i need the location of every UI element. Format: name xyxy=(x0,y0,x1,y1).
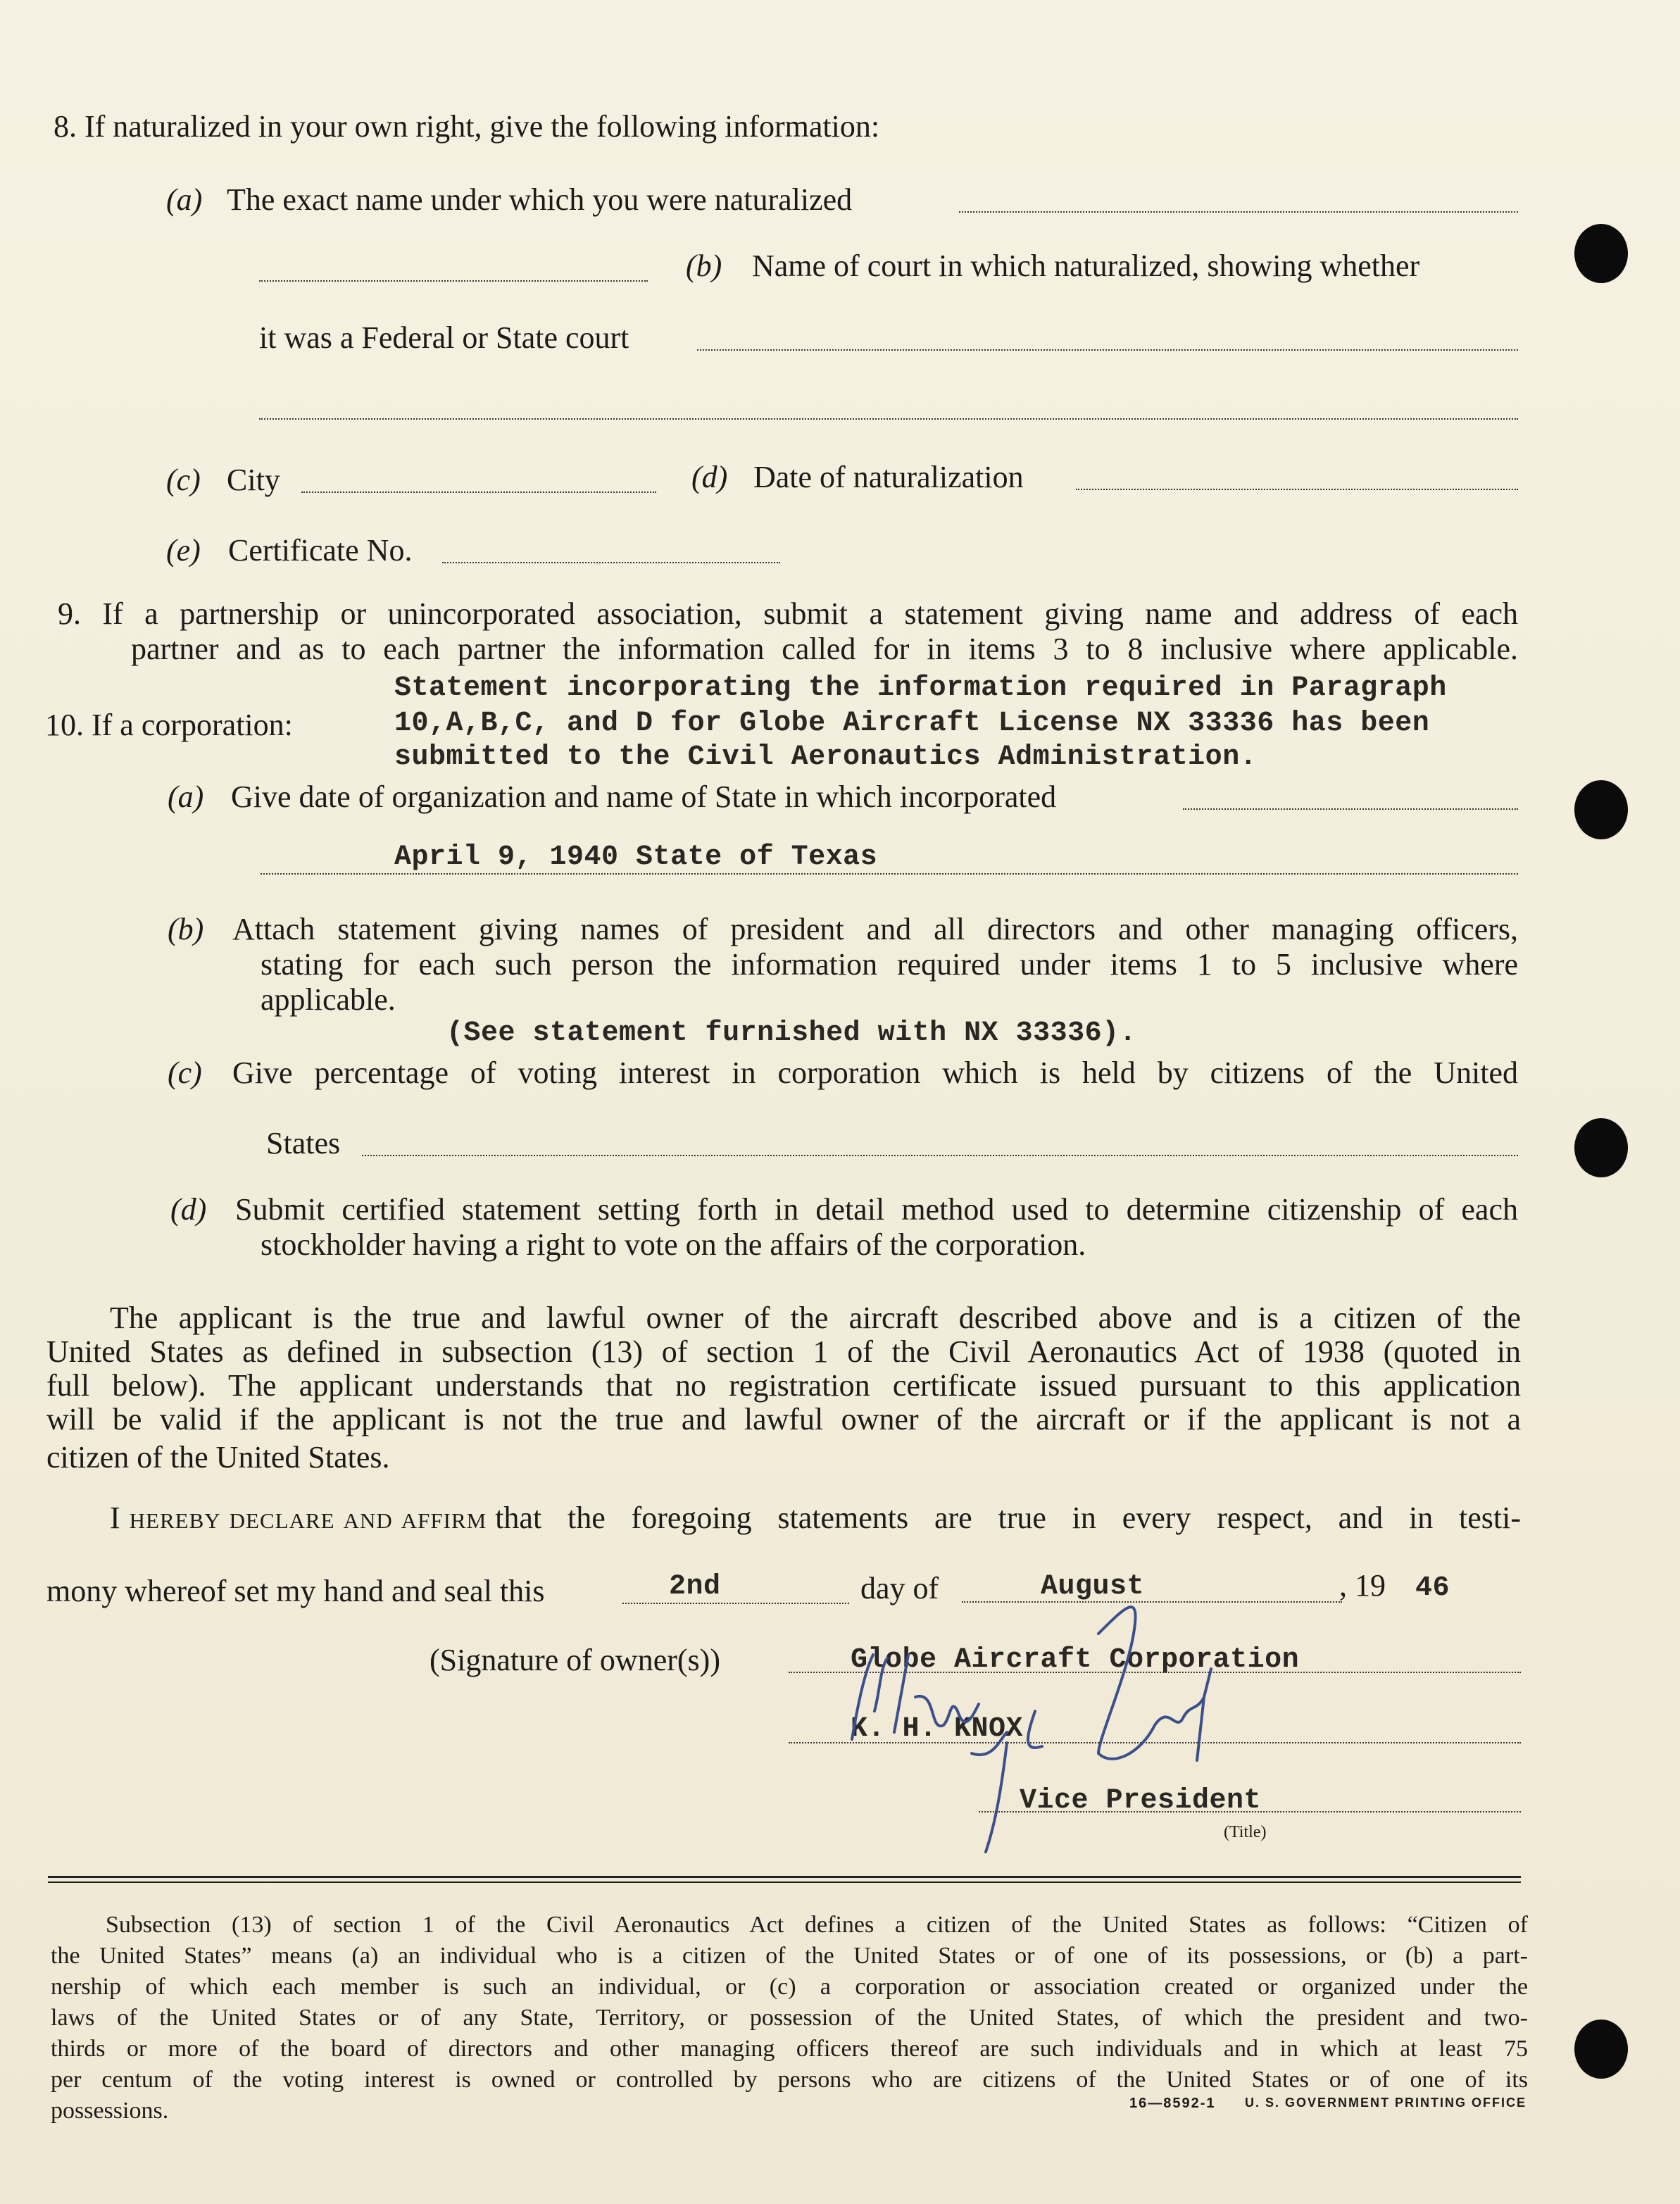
court-field-cont[interactable] xyxy=(259,418,1518,420)
year-prefix: , 19 xyxy=(1339,1568,1386,1603)
footnote-line: possessions. xyxy=(51,2098,169,2124)
day-value: 2nd xyxy=(669,1571,721,1603)
item10-a-text: Give date of organization and name of State in which incorporated xyxy=(231,779,1057,814)
month-value: August xyxy=(1041,1571,1145,1603)
title-label: (Title) xyxy=(1224,1823,1267,1841)
day-field[interactable] xyxy=(622,1603,849,1604)
affirmation-line: citizen of the United States. xyxy=(46,1440,390,1474)
signature-label: (Signature of owner(s)) xyxy=(430,1643,720,1677)
punch-hole xyxy=(1574,1118,1628,1177)
affirmation-line: will be valid if the applicant is not the true and lawful owner of the aircraft or if the applicant is not a xyxy=(46,1402,1521,1436)
item10-heading: 10. If a corporation: xyxy=(45,708,293,742)
item10-b-line: Attach statement giving names of president and all directors and other managing officers, xyxy=(232,912,1518,946)
title-value: Vice President xyxy=(1020,1785,1262,1817)
punch-hole xyxy=(1574,224,1628,283)
item8-b-cont: it was a Federal or State court xyxy=(259,320,629,355)
declaration-line xyxy=(110,1500,1521,1536)
item8-a-text: The exact name under which you were naturalized xyxy=(227,182,853,217)
naturalized-name-field-cont[interactable] xyxy=(259,280,648,282)
footnote-line: the United States” means (a) an individual who is a citizen of the United States or of one of its possessions, or (b) a part- xyxy=(51,1943,1528,1969)
item8-d-text: Date of naturalization xyxy=(753,460,1024,494)
incorporation-value: April 9, 1940 State of Texas xyxy=(394,841,878,873)
declaration-rest: that the foregoing statements are true in every respect, and in testi- xyxy=(495,1501,1521,1535)
item8-a-label: (a) xyxy=(166,182,203,217)
item8-b-text: Name of court in which naturalized, showing whether xyxy=(752,249,1420,283)
item8-e-text: Certificate No. xyxy=(228,533,413,568)
affirmation-line: The applicant is the true and lawful owner of the aircraft described above and is a citizen of the xyxy=(110,1301,1521,1335)
item10-d-line: Submit certified statement setting forth in detail method used to determine citizenship of each xyxy=(235,1192,1518,1227)
divider xyxy=(48,1876,1521,1878)
certificate-number-field[interactable] xyxy=(442,562,780,563)
typed-statement-line: 10,A,B,C, and D for Globe Aircraft License NX 33336 has been xyxy=(394,708,1430,739)
year-value: 46 xyxy=(1415,1572,1450,1604)
footnote-line: laws of the United States or of any State, Territory, or possession of the United States, of which the president and two- xyxy=(51,2005,1528,2031)
item10-b-line: applicable. xyxy=(261,982,396,1017)
item8-b-label: (b) xyxy=(686,249,722,283)
affirmation-line: full below). The applicant understands that no registration certificate issued pursuant to this application xyxy=(46,1368,1521,1403)
voting-percentage-field[interactable] xyxy=(362,1155,1518,1156)
item9-line: partner and as to each partner the information called for in items 3 to 8 inclusive where applicable. xyxy=(131,632,1518,666)
item10-a-label: (a) xyxy=(168,779,204,814)
punch-hole xyxy=(1574,780,1628,839)
item8-heading: 8. If naturalized in your own right, give the following information: xyxy=(54,109,880,144)
city-field[interactable] xyxy=(301,491,656,493)
item10-c-label: (c) xyxy=(168,1056,202,1090)
divider xyxy=(48,1881,1521,1883)
footnote-line: nership of which each member is such an individual, or (c) a corporation or association created or organized under the xyxy=(51,1974,1528,2000)
incorporation-field[interactable] xyxy=(1183,808,1518,810)
item8-d-label: (d) xyxy=(691,460,728,494)
item10-d-label: (d) xyxy=(170,1192,207,1227)
form-number: 16—8592-1 xyxy=(1129,2096,1216,2111)
item8-c-label: (c) xyxy=(166,463,201,497)
item10-c-text: Give percentage of voting interest in corporation which is held by citizens of the United xyxy=(232,1056,1518,1090)
court-field[interactable] xyxy=(697,349,1518,351)
owner-name: Globe Aircraft Corporation xyxy=(851,1644,1300,1676)
handwritten-signature xyxy=(831,1591,1465,1859)
item10-d-line: stockholder having a right to vote on the affairs of the corporation. xyxy=(261,1227,1086,1262)
item8-c-text: City xyxy=(227,463,280,497)
naturalized-name-field[interactable] xyxy=(959,211,1518,213)
declaration-line2: mony whereof set my hand and seal this xyxy=(46,1574,545,1608)
printer-credit: U. S. GOVERNMENT PRINTING OFFICE xyxy=(1245,2096,1527,2110)
typed-statement-line: Statement incorporating the information required in Paragraph xyxy=(394,672,1447,704)
affirmation-line: United States as defined in subsection (13) of section 1 of the Civil Aeronautics Act of 1938 (quoted in xyxy=(46,1334,1521,1369)
declaration-lead: I hereby declare and affirm xyxy=(110,1501,487,1535)
punch-hole xyxy=(1574,2020,1628,2079)
footnote-line: thirds or more of the board of directors and other managing officers thereof are such individuals and in which at least 75 xyxy=(51,2036,1528,2062)
typed-statement-line: submitted to the Civil Aeronautics Administration. xyxy=(394,741,1258,773)
officers-statement-value: (See statement furnished with NX 33336). xyxy=(446,1018,1137,1049)
item10-b-line: stating for each such person the information required under items 1 to 5 inclusive where xyxy=(261,947,1518,982)
item9-line: 9. If a partnership or unincorporated association, submit a statement giving name and address of each xyxy=(58,596,1518,631)
footnote-line: per centum of the voting interest is owned or controlled by persons who are citizens of the United States or of one of its xyxy=(51,2067,1528,2093)
day-of-label: day of xyxy=(860,1571,939,1605)
item10-c-cont: States xyxy=(266,1126,341,1160)
signer-name: K. H. KNOX xyxy=(851,1713,1024,1745)
item8-e-label: (e) xyxy=(166,533,201,568)
footnote-line: Subsection (13) of section 1 of the Civil Aeronautics Act defines a citizen of the United States as follows: “Citizen of xyxy=(106,1912,1528,1938)
item10-b-label: (b) xyxy=(168,912,204,946)
naturalization-date-field[interactable] xyxy=(1076,489,1518,490)
